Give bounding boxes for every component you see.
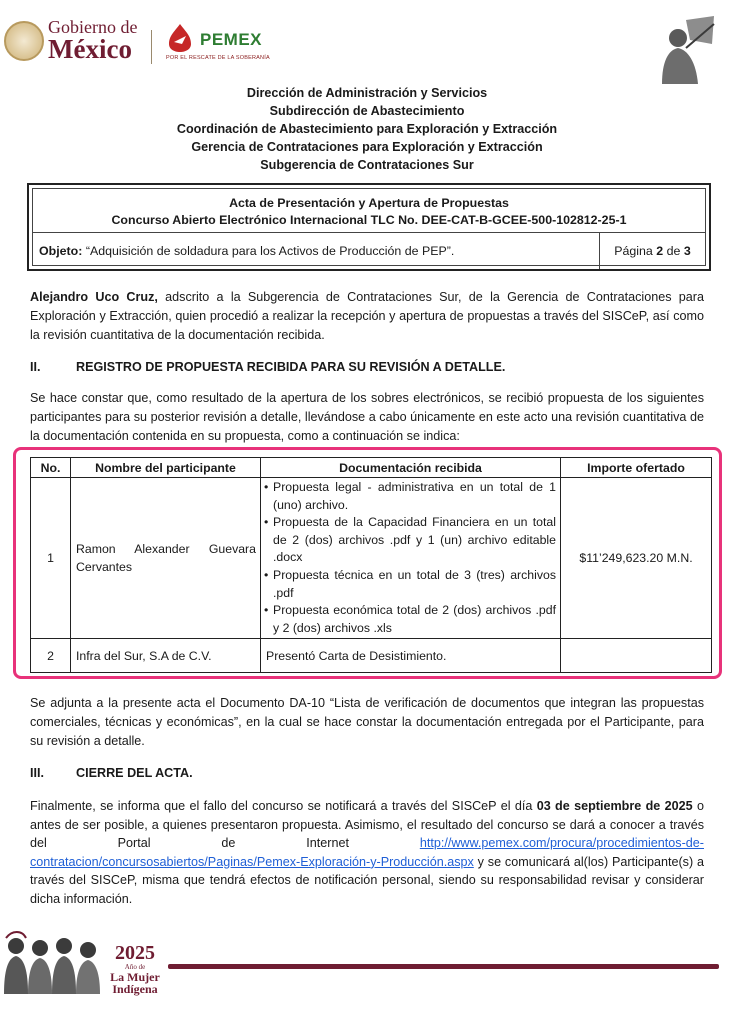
heading-line: Coordinación de Abastecimiento para Exploración y Extracción	[176, 122, 558, 136]
participant-name: Ramon Alexander Guevara Cervantes	[71, 478, 261, 639]
document-item: • Propuesta de la Capacidad Financiera en un total de 2 (dos) archivos .pdf y 1 (un) archivo editable .docx	[264, 514, 556, 567]
page-total: 3	[683, 244, 691, 258]
pemex-eagle-icon	[166, 22, 194, 54]
participant-name: Infra del Sur, S.A de C.V.	[71, 639, 261, 673]
acta-box	[27, 183, 711, 271]
gobierno-mexico-logo	[4, 18, 137, 63]
heading-line: Dirección de Administración y Servicios	[246, 86, 488, 100]
offered-amount	[561, 639, 712, 673]
annex-paragraph: Se adjunta a la presente acta el Documento DA-10 “Lista de verificación de documentos que integran las propuestas comerciales, técnicas y económicas”, en la cual se hace constar la documentación entregada por el Participante, para su revisión a detalle.	[30, 696, 704, 748]
acta-title: Acta de Presentación y Apertura de Propuestas	[229, 196, 509, 210]
objeto-text: “Adquisición de soldadura para los Activos de Producción de PEP”.	[82, 244, 455, 258]
indigenous-women-illustration	[0, 928, 104, 996]
gob-line1: Gobierno de	[48, 17, 138, 37]
pemex-logo	[162, 20, 302, 66]
table-row	[31, 478, 712, 639]
participants-table	[30, 457, 712, 673]
official-name: Alejandro Uco Cruz,	[30, 290, 158, 304]
objeto-cell	[33, 233, 600, 269]
ruling-date: 03 de septiembre de 2025	[536, 799, 693, 813]
pemex-name: PEMEX	[200, 30, 263, 49]
gob-line2: México	[48, 34, 132, 64]
pemex-slogan: POR EL RESCATE DE LA SOBERANÍA	[166, 55, 270, 61]
section-3-paragraph: Finalmente, se informa que el fallo del concurso se notificará a través del SISCeP el día 03 de septiembre de 2025 o antes de ser posible, a quienes presentaron propuesta. Asimismo, el resultado del concurso se dará a conocer a través del Portal de Internet http://www.pemex.com/procura/procedimientos-de-contratacion/concursosabiertos/Paginas/Pemex-Exploración-y-Producción.aspx y se comunicará al(los) Participante(s) a través del SISCeP, misma que tendrá efectos de notificación personal, siendo su responsabilidad revisar y considerar dicha información.	[30, 799, 704, 906]
heroine-portrait-icon	[656, 14, 722, 86]
table-row	[31, 639, 712, 673]
pemex-portal-link[interactable]: http://www.pemex.com/procura/procedimientos-de-contratacion/concursosabiertos/Paginas/Pemex-Exploración-y-Producción.aspx	[30, 836, 704, 869]
documents-cell: Presentó Carta de Desistimiento.	[261, 639, 561, 673]
page-indicator: Página 2 de 3	[614, 244, 691, 258]
documents-cell	[261, 478, 561, 639]
column-header: Documentación recibida	[261, 458, 561, 478]
section-3-heading: III. CIERRE DEL ACTA.	[30, 766, 193, 780]
heading-line: Gerencia de Contrataciones para Exploración y Extracción	[191, 140, 543, 154]
table-header-row	[31, 458, 712, 478]
national-seal-icon	[4, 21, 44, 61]
document-item: • Propuesta económica total de 2 (dos) archivos .pdf y 2 (dos) archivos .xls	[264, 602, 556, 637]
offered-amount: $11’249,623.20 M.N.	[561, 478, 712, 639]
logo-divider	[151, 30, 152, 64]
section-2-heading: II. REGISTRO DE PROPUESTA RECIBIDA PARA SU REVISIÓN A DETALLE.	[30, 360, 506, 374]
concurso-number: Concurso Abierto Electrónico Internacional TLC No. DEE-CAT-B-GCEE-500-102812-25-1	[111, 213, 627, 227]
column-header: No.	[31, 458, 71, 478]
column-header: Nombre del participante	[71, 458, 261, 478]
column-header: Importe ofertado	[561, 458, 712, 478]
document-item: • Propuesta legal - administrativa en un total de 1 (uno) archivo.	[264, 479, 556, 514]
objeto-label: Objeto:	[39, 244, 83, 258]
page-current: 2	[656, 244, 664, 258]
heading-line: Subdirección de Abastecimiento	[269, 104, 465, 118]
footer-divider	[168, 964, 719, 969]
year-of-indigenous-woman-logo: 2025 Año de La Mujer Indígena	[110, 942, 160, 996]
section-2-paragraph: Se hace constar que, como resultado de la apertura de los sobres electrónicos, se recibió propuesta de los siguientes participantes para su posterior revisión a detalle, llevándose a cabo únicamente en este acto una revisión cuantitativa de la documentación contenida en su propuesta, como a continuación se indica:	[30, 391, 704, 443]
heading-line: Subgerencia de Contrataciones Sur	[260, 158, 474, 172]
row-number: 2	[31, 639, 71, 673]
document-heading	[40, 84, 694, 174]
intro-paragraph: Alejandro Uco Cruz, adscrito a la Subgerencia de Contrataciones Sur, de la Gerencia de Contrataciones para Exploración y Extracción, quien procedió a realizar la recepción y apertura de propuestas a través del SISCeP, así como la revisión cuantitativa de la documentación recibida.	[30, 290, 704, 342]
row-number: 1	[31, 478, 71, 639]
document-item: • Propuesta técnica en un total de 3 (tres) archivos .pdf	[264, 567, 556, 602]
